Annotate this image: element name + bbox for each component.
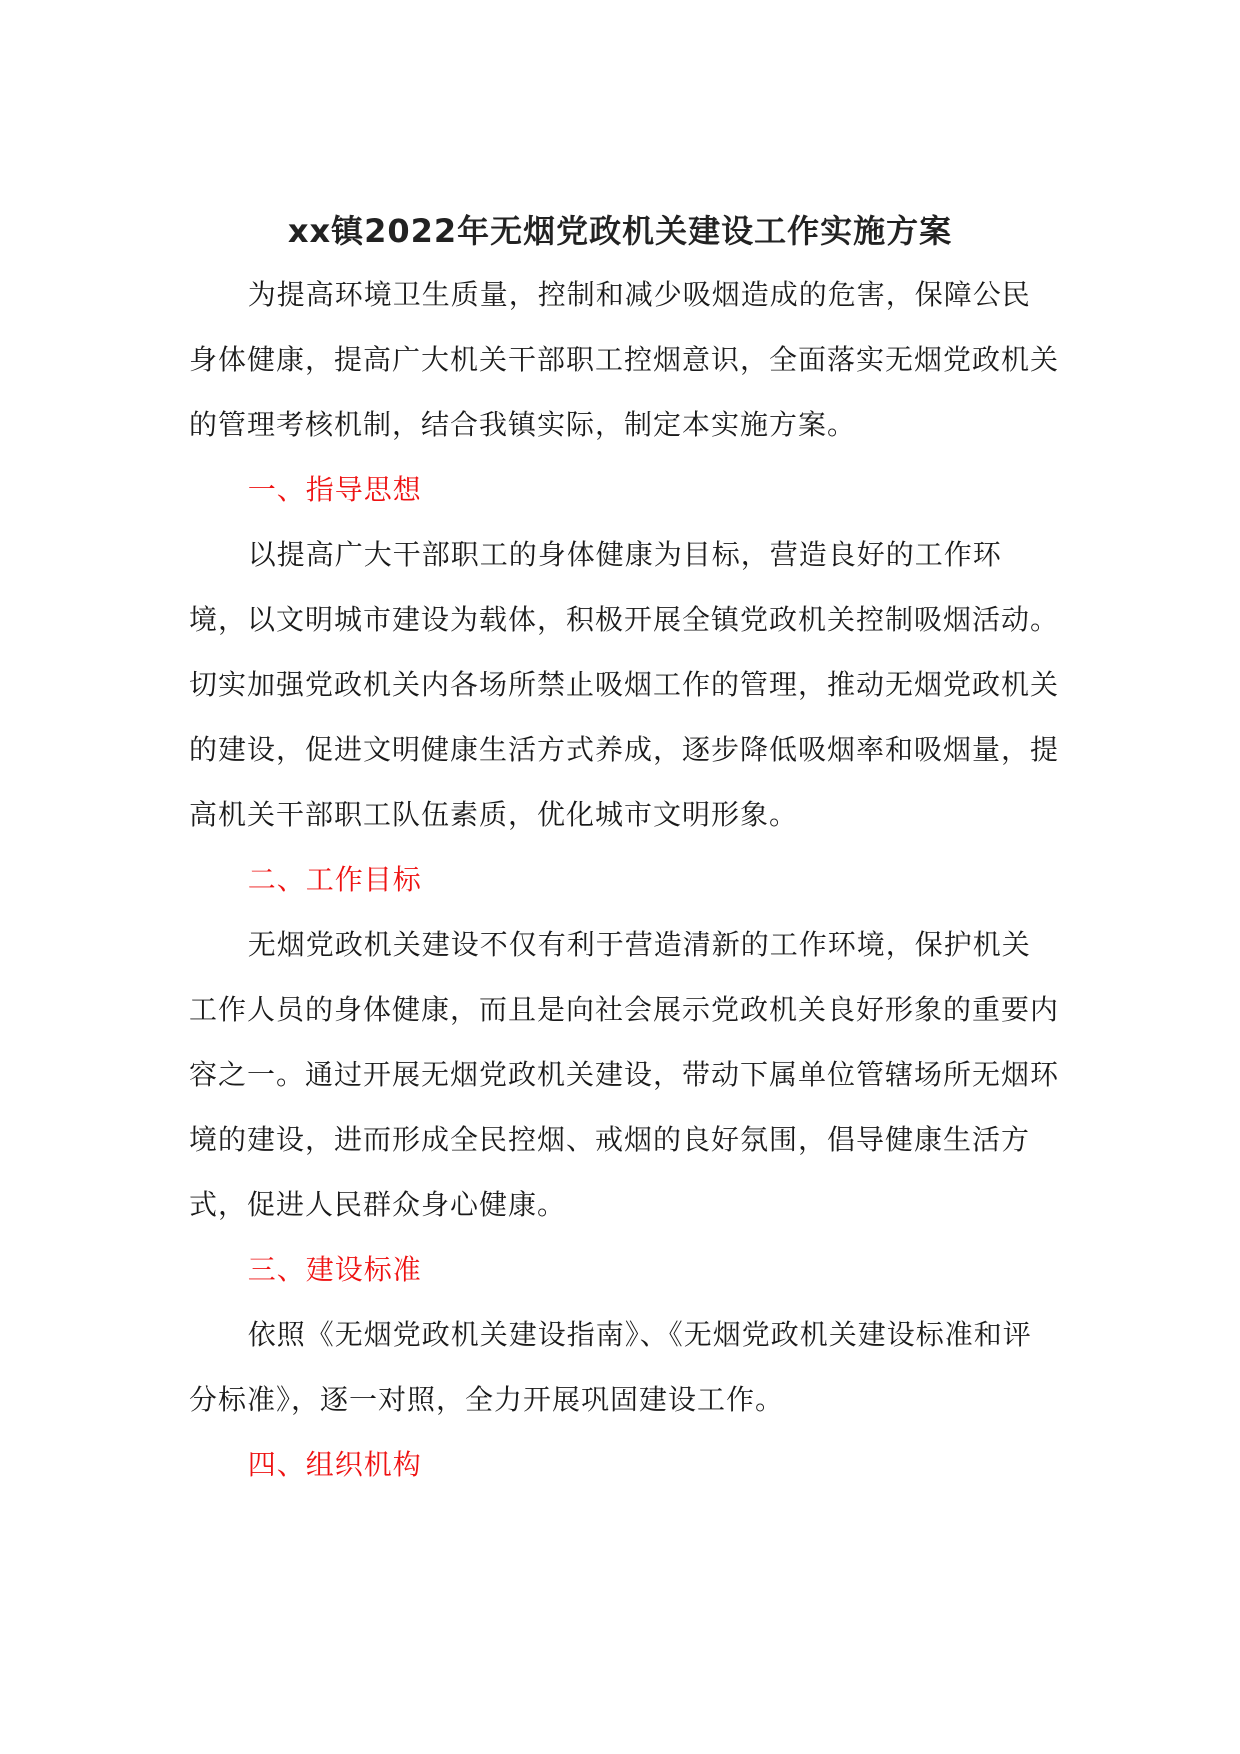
intro-paragraph: 为提高环境卫生质量，控制和减少吸烟造成的危害，保障公民身体健康，提高广大机关干部职工控烟意识，全面落实无烟党政机关的管理考核机制，结合我镇实际，制定本实施方案。 xyxy=(189,278,1060,441)
section-heading-standards: 三、建设标准 xyxy=(247,1253,422,1286)
section-heading-work-goals: 二、工作目标 xyxy=(247,863,422,896)
section-text-standards: 依照《无烟党政机关建设指南》、《无烟党政机关建设标准和评分标准》，逐一对照，全力开展巩固建设工作。 xyxy=(189,1318,1032,1416)
section-text-work-goals: 无烟党政机关建设不仅有利于营造清新的工作环境，保护机关工作人员的身体健康，而且是向社会展示党政机关良好形象的重要内容之一。通过开展无烟党政机关建设，带动下属单位管辖场所无烟环境的建设，进而形成全民控烟、戒烟的良好氛围，倡导健康生活方式，促进人民群众身心健康。 xyxy=(189,928,1060,1221)
document-title: xx镇2022年无烟党政机关建设工作实施方案 xyxy=(287,212,953,250)
section-heading-organization: 四、组织机构 xyxy=(247,1448,422,1481)
document-body xyxy=(189,262,1059,1497)
section-text-guiding-thought: 以提高广大干部职工的身体健康为目标，营造良好的工作环境，以文明城市建设为载体，积极开展全镇党政机关控制吸烟活动。切实加强党政机关内各场所禁止吸烟工作的管理，推动无烟党政机关的建设，促进文明健康生活方式养成，逐步降低吸烟率和吸烟量，提高机关干部职工队伍素质，优化城市文明形象。 xyxy=(189,538,1060,831)
section-heading-guiding-thought: 一、指导思想 xyxy=(247,473,422,506)
